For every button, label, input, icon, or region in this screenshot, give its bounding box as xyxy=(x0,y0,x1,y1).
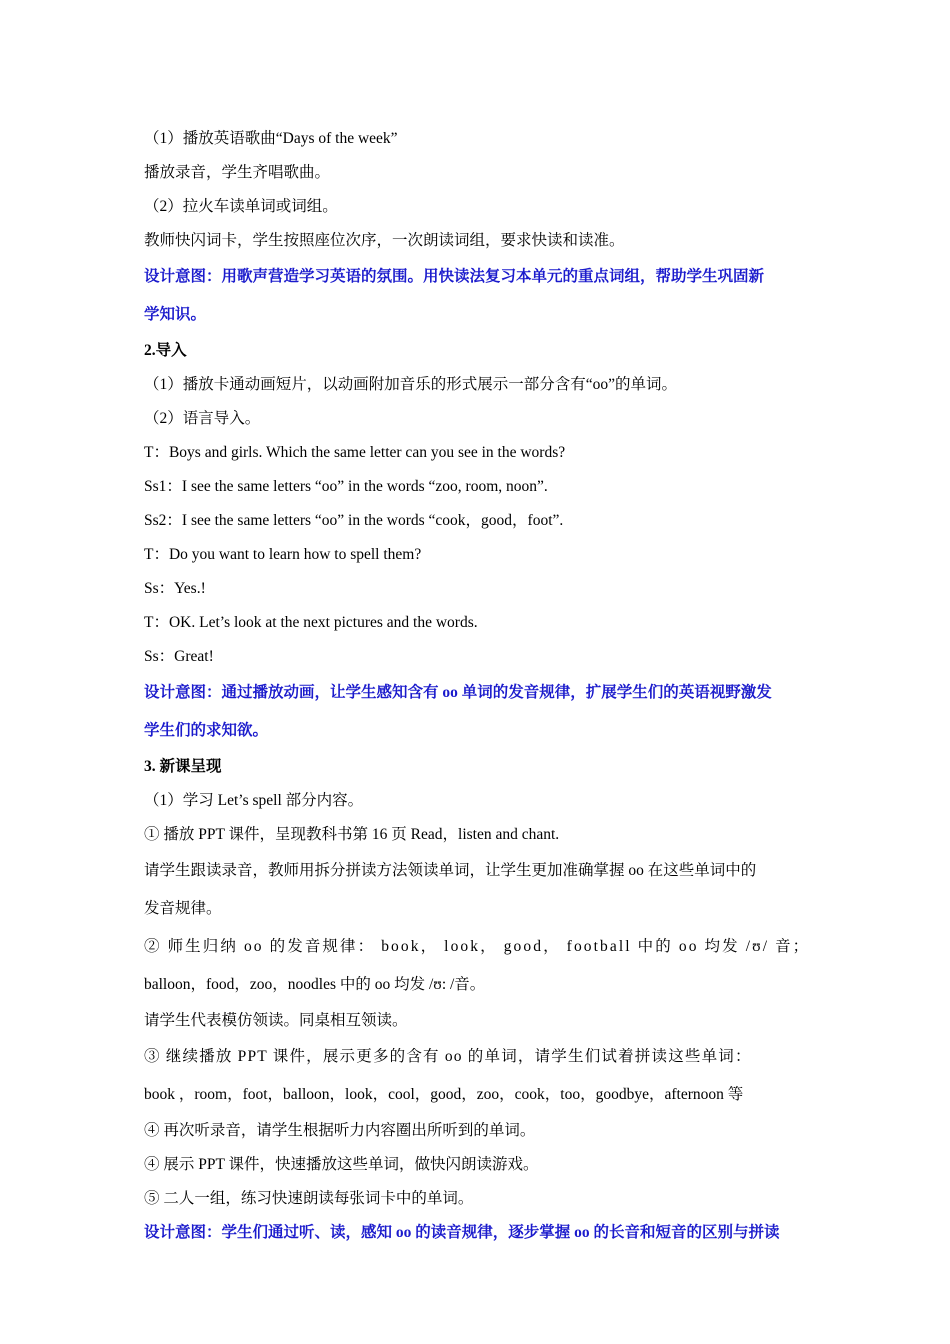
paragraph: ② 师生归纳 oo 的发音规律： book， look， good， football 中的 oo 均发 /ʊ/ 音； xyxy=(144,938,811,955)
section-heading-new-lesson: 3. 新课呈现 xyxy=(144,758,222,775)
design-intent: 设计意图：学生们通过听、读，感知 oo 的读音规律，逐步掌握 oo 的长音和短音的区别与拼读 xyxy=(144,1224,780,1241)
paragraph: ③ 继续播放 PPT 课件，展示更多的含有 oo 的单词，请学生们试着拼读这些单词： xyxy=(144,1048,752,1065)
dialogue-line: Ss：Yes.! xyxy=(144,580,206,597)
paragraph: （1）播放卡通动画短片，以动画附加音乐的形式展示一部分含有“oo”的单词。 xyxy=(144,376,678,393)
paragraph-cont: balloon，food，zoo，noodles 中的 oo 均发 /ʊ: /音。 xyxy=(144,976,486,993)
document-page xyxy=(144,122,811,1250)
section-heading-import: 2.导入 xyxy=(144,342,187,359)
dialogue-line: T：OK. Let’s look at the next pictures and the words. xyxy=(144,614,478,631)
step-1-title: （1）播放英语歌曲“Days of the week” xyxy=(144,130,398,147)
dialogue-line: Ss2：I see the same letters “oo” in the words “cook，good，foot”. xyxy=(144,512,564,529)
dialogue-line: T：Boys and girls. Which the same letter can you see in the words? xyxy=(144,444,566,461)
paragraph: ④ 展示 PPT 课件，快速播放这些单词，做快闪朗读游戏。 xyxy=(144,1156,539,1173)
paragraph: ① 播放 PPT 课件，呈现教科书第 16 页 Read，listen and chant. xyxy=(144,826,560,843)
dialogue-line: T：Do you want to learn how to spell them? xyxy=(144,546,422,563)
dialogue-line: Ss：Great! xyxy=(144,648,214,665)
paragraph: 教师快闪词卡，学生按照座位次序，一次朗读词组，要求快读和读准。 xyxy=(144,232,625,249)
design-intent-cont: 学生们的求知欲。 xyxy=(144,722,269,739)
paragraph: （1）学习 Let’s spell 部分内容。 xyxy=(144,792,364,809)
paragraph: 请学生代表模仿领读。同桌相互领读。 xyxy=(144,1012,408,1029)
paragraph: 播放录音，学生齐唱歌曲。 xyxy=(144,164,331,181)
paragraph-cont: book ，room，foot，balloon，look，cool，good，zoo，cook，too，goodbye，afternoon 等 xyxy=(144,1086,744,1103)
dialogue-line: Ss1：I see the same letters “oo” in the words “zoo, room, noon”. xyxy=(144,478,548,495)
design-intent: 设计意图：通过播放动画，让学生感知含有 oo 单词的发音规律，扩展学生们的英语视野激发 xyxy=(144,684,772,701)
paragraph: （2）语言导入。 xyxy=(144,410,261,427)
paragraph-cont: 发音规律。 xyxy=(144,900,222,917)
design-intent-cont: 学知识。 xyxy=(144,306,207,323)
paragraph: ⑤ 二人一组，练习快速朗读每张词卡中的单词。 xyxy=(144,1190,474,1207)
step-2-title: （2）拉火车读单词或词组。 xyxy=(144,198,338,215)
design-intent: 设计意图：用歌声营造学习英语的氛围。用快读法复习本单元的重点词组，帮助学生巩固新 xyxy=(144,268,765,285)
paragraph: 请学生跟读录音，教师用拆分拼读方法领读单词，让学生更加准确掌握 oo 在这些单词中的 xyxy=(144,862,757,879)
paragraph: ④ 再次听录音，请学生根据听力内容圈出所听到的单词。 xyxy=(144,1122,536,1139)
